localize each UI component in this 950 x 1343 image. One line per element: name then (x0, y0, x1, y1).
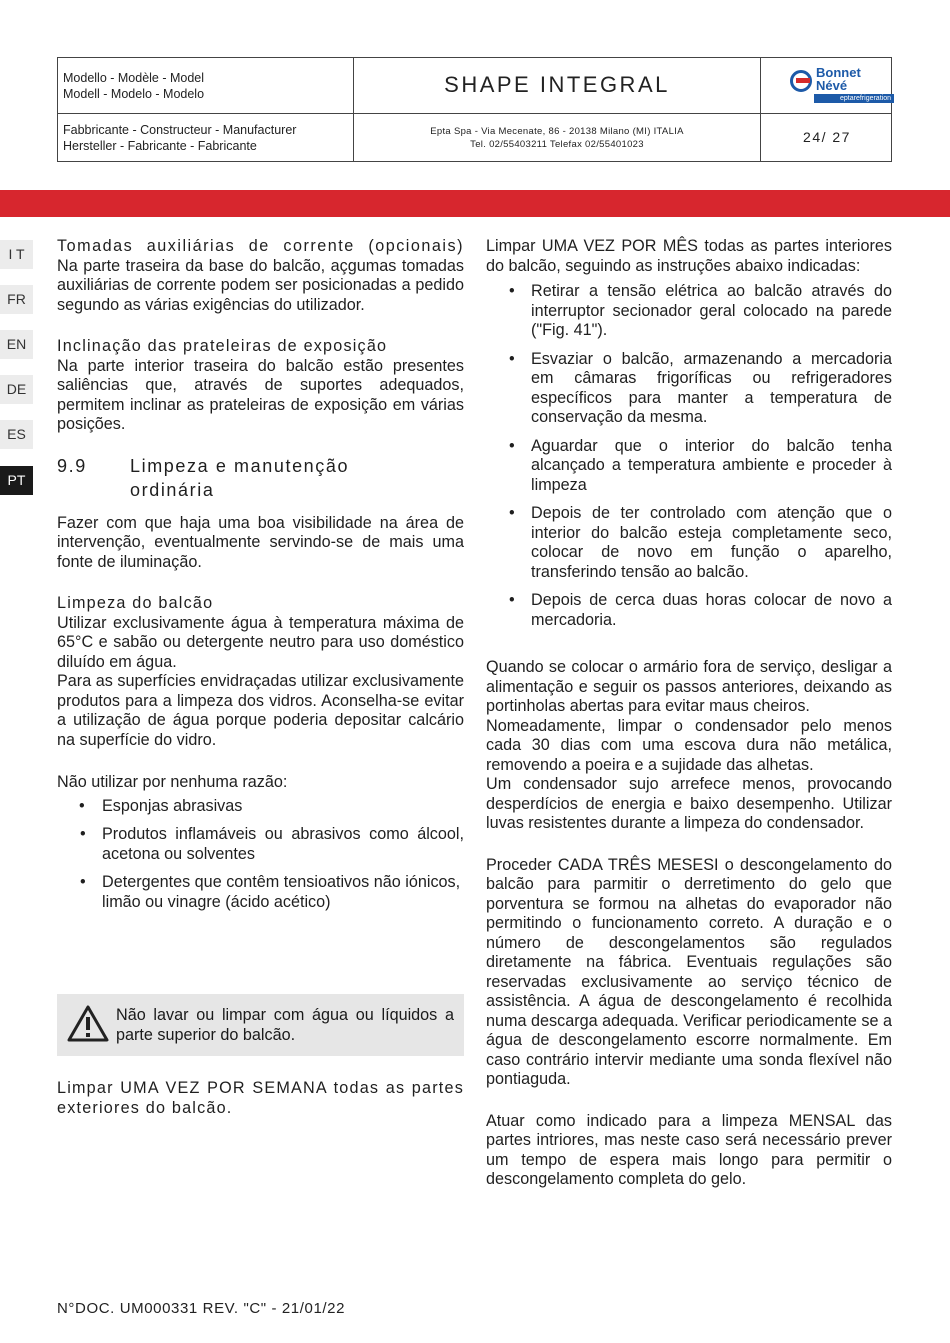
condensador-paragraph-1: Nomeadamente, limpar o condensador pelo menos cada 30 dias com uma escova dura não metálica, removendo a poeira e a sujidade das alhetas. (486, 716, 892, 774)
warning-triangle-icon (67, 1005, 109, 1043)
list-item: • Depois de ter controlado com atenção que o interior do balcão esteja completamente seco, colocar de novo em função o aparelho, transferindo tensão ao balcão. (486, 504, 892, 582)
list-item: • Detergentes que contêm tensioativos não iónicos, limão ou vinagre (ácido acético) (57, 873, 464, 912)
descongelamento-paragraph: Proceder CADA TRÊS MESESI o descongelamento do balcão para parmitir o derretimento do gelo que porventura se formou na alhetas do evaporador não permitindo o funcionamento correto. A duração e o número de descongelamentos são regulados diretamente na fábrica. Eventuais regulações são reservadas exclusivamente ao serviço técnico de assistência. A água de descongelamento é recolhida numa descarga adequada. Verificar periodicamente se a água de descongelamento escorre normalmente. Em caso contrário intervir mediante uma sonda flexível não pontiaguda. (486, 855, 892, 1088)
manufacturer-address: Epta Spa - Via Mecenate, 86 - 20138 Milano (MI) ITALIA Tel. 02/55403211 Telefax 02/55401023 (430, 126, 684, 150)
mes-intro: Limpar UMA VEZ POR MÊS todas as partes interiores do balcão, seguindo as instruções abaixo indicadas: (486, 237, 892, 275)
list-item: • Esvaziar o balcão, armazenando a mercadoria em câmaras frigoríficas ou refrigeradores específicos para manter a temperatura de conservação da mesma. (486, 350, 892, 428)
armario-paragraph: Quando se colocar o armário fora de serviço, desligar a alimentação e seguir os passos anteriores, deixando as portinholas abertas para evitar maus cheiros. (486, 658, 892, 715)
list-item: • Retirar a tensão elétrica ao balcão através do interruptor secionador geral colocado na parede ("Fig. 41"). (486, 282, 892, 341)
list-item: • Depois de cerca duas horas colocar de novo a mercadoria. (486, 591, 892, 630)
semana-paragraph: Limpar UMA VEZ POR SEMANA todas as partes exteriores do balcão. (57, 1079, 464, 1117)
manufacturer-label: Fabbricante - Constructeur - Manufacturer Hersteller - Fabricante - Fabricante (63, 123, 297, 153)
bonnet-neve-logo: Bonnet Névé eptarefrigeration (784, 64, 894, 109)
inclinacao-body: Na parte interior traseira do balcão estão presentes saliências que, através de suportes adequados, permitem inclinar as prateleiras de exposição em várias posições. (57, 356, 464, 433)
product-title: SHAPE INTEGRAL (444, 72, 670, 97)
left-column (57, 237, 464, 921)
warning-box (57, 994, 464, 1056)
tab-lang-it[interactable]: I T (0, 240, 33, 269)
inclinacao-title: Inclinação das prateleiras de exposição (57, 337, 388, 355)
tab-lang-pt[interactable]: PT (0, 466, 33, 495)
section-heading (57, 454, 464, 502)
nao-utilizar: Não utilizar por nenhuma razão: (57, 773, 288, 791)
tab-lang-en[interactable]: EN (0, 330, 33, 359)
tab-lang-es[interactable]: ES (0, 420, 33, 449)
red-divider-band (0, 190, 950, 217)
list-item: • Aguardar que o interior do balcão tenha alcançado a temperatura ambiente e proceder à limpeza (486, 437, 892, 496)
limpeza-body-1: Utilizar exclusivamente água à temperatura máxima de 65°C e sabão ou detergente neutro para uso doméstico diluído em água. (57, 613, 464, 671)
warning-text: Não lavar ou limpar com água ou líquidos a parte superior do balcão. (116, 1006, 454, 1044)
tab-lang-de[interactable]: DE (0, 375, 33, 404)
document-footer: N°DOC. UM000331 REV. "C" - 21/01/22 (57, 1300, 346, 1317)
section-title: Limpeza e manutenção ordinária (130, 455, 350, 500)
model-label: Modello - Modèle - Model Modell - Modelo - Modelo (63, 71, 205, 101)
tab-lang-fr[interactable]: FR (0, 285, 33, 314)
page-number: 24/ 27 (803, 129, 851, 145)
tomadas-body: Na parte traseira da base do balcão, açgumas tomadas auxiliárias de corrente podem ser posicionadas a pedido segundo as várias exigências do utilizador. (57, 256, 464, 314)
document-header (57, 57, 892, 162)
monthly-steps-list (486, 282, 892, 630)
limpeza-body-2: Para as superfícies envidraçadas utilizar exclusivamente produtos para a limpeza dos vidros. Aconselha-se evitar a utilização de água porque poderia depositar calcário na superfície do vidro. (57, 672, 464, 749)
limpeza-title: Limpeza do balcão (57, 594, 214, 612)
tomadas-title: Tomadas auxiliárias de corrente (opcionais) (57, 237, 464, 255)
mensal-paragraph: Atuar como indicado para a limpeza MENSAL das partes intriores, mas neste caso será necessário prever um tempo de espera mais longo para permitir o descongelamento completa do gelo. (486, 1111, 892, 1188)
list-item: • Produtos inflamáveis ou abrasivos como álcool, acetona ou solventes (57, 825, 464, 864)
list-item: • Esponjas abrasivas (57, 797, 464, 817)
visibilidade-paragraph: Fazer com que haja uma boa visibilidade na área de intervenção, eventualmente servindo-se de mais uma fonte de iluminação. (57, 513, 464, 571)
section-number: 9.9 (57, 455, 87, 476)
semana-block (57, 1079, 464, 1118)
right-column (486, 237, 892, 1190)
condensador-paragraph-2: Um condensador sujo arrefece menos, provocando desperdícios de energia e baixo desempenho. Utilizar luvas resistentes durante a limpeza do condensador. (486, 775, 892, 832)
